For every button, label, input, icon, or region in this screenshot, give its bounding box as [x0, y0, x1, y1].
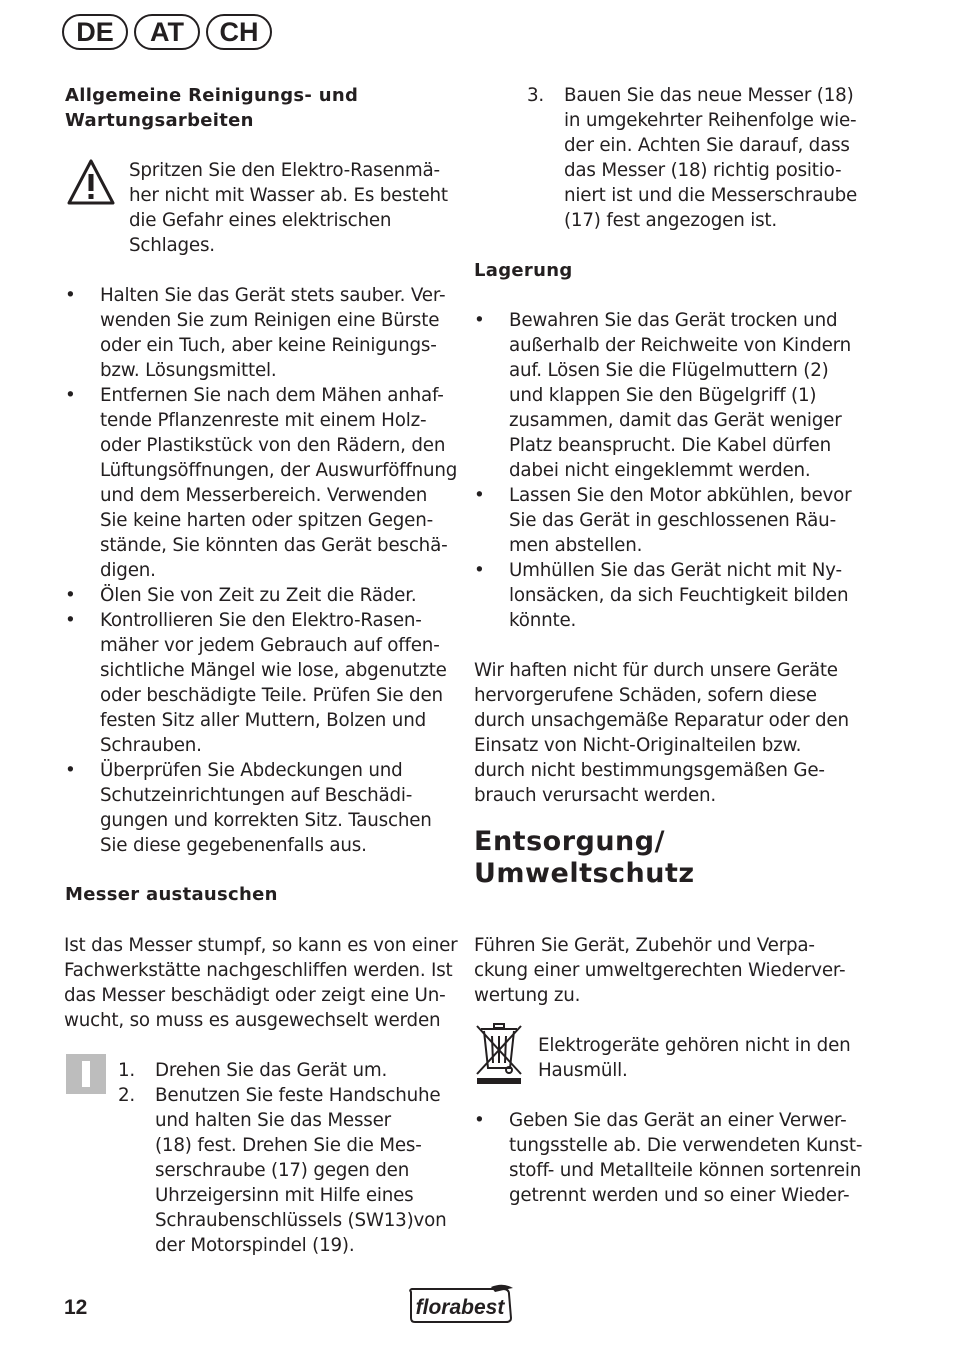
blade-paragraph: Ist das Messer stumpf, so kann es von einer Fachwerkstätte nachgeschliffen werden. Ist das Messer beschädigt oder zeigt eine Un- wucht, so muss es ausgewechselt werden [64, 935, 458, 1031]
list-item: • Kontrollieren Sie den Elektro-Rasen- mäher vor jedem Gebrauch auf offen- sichtliche Mängel wie lose, abgenutzte oder beschädigte Teile. Prüfen Sie den festen Sitz aller Muttern, Bolzen und Schrauben. [65, 610, 447, 756]
cleaning-bullet-list [65, 283, 460, 858]
liability-paragraph: Wir haften nicht für durch unsere Geräte hervorgerufene Schäden, sofern diese durch unsachgemäße Reparatur oder den Einsatz von Nicht-Originalteilen bzw. durch nicht bestimmungsgemäßen Ge- brauch verursacht werden. [474, 660, 849, 806]
list-item: • Überprüfen Sie Abdeckungen und Schutzeinrichtungen auf Beschädi- gungen und korrekten Sitz. Tauschen Sie diese gegebenenfalls aus. [65, 760, 432, 856]
list-item: 3. Bauen Sie das neue Messer (18) in umgekehrter Reihenfolge wie- der ein. Achten Sie darauf, dass das Messer (18) richtig positio- niert ist und die Messerschraube (17) fest angezogen ist. [527, 85, 858, 231]
language-badge-ch: CH [206, 14, 272, 50]
disposal-paragraph: Führen Sie Gerät, Zubehör und Verpa- ckung einer umweltgerechten Wiederver- wertung zu. [474, 935, 846, 1006]
list-item: • Halten Sie das Gerät stets sauber. Ver- wenden Sie zum Reinigen eine Bürste oder ein Tuch, aber keine Reinigungs- bzw. Lösungsmittel. [65, 285, 446, 381]
list-item: • Ölen Sie von Zeit zu Zeit die Räder. [65, 585, 417, 606]
florabest-logo [405, 1284, 517, 1326]
list-item: 1. Drehen Sie das Gerät um. [118, 1060, 388, 1081]
warning-text: Spritzen Sie den Elektro-Rasenmä- her nicht mit Wasser ab. Es besteht die Gefahr eines elektrischen Schlages. [129, 160, 448, 256]
storage-bullet-list [474, 308, 874, 633]
section-heading-storage: Lagerung [474, 260, 573, 281]
section-heading-blade: Messer austauschen [65, 884, 278, 905]
info-icon [66, 1054, 106, 1094]
list-item: • Geben Sie das Gerät an einer Verwer- tungsstelle ab. Die verwendeten Kunst- stoff- und Metallteile können sortenrein getrennt werden und so einer Wieder- [474, 1110, 863, 1206]
language-badges [62, 14, 272, 50]
list-item: • Entfernen Sie nach dem Mähen anhaf- tende Pflanzenreste mit einem Holz- oder Plastikstück von den Rädern, den Lüftungsöffnungen, der Auswurföffnung und dem Messerbereich. Verwenden Sie keine harten oder spitzen Gegen- stände, Sie könnten das Gerät beschä- digen. [65, 385, 458, 581]
section-heading-cleaning: Allgemeine Reinigungs- und Wartungsarbeiten [65, 85, 359, 131]
list-item: • Bewahren Sie das Gerät trocken und außerhalb der Reichweite von Kindern auf. Lösen Sie die Flügelmuttern (2) und klappen Sie den Bügelgriff (1) zusammen, damit das Gerät weniger Platz beansprucht. Die Kabel dürfen dabei nicht eingeklemmt werden. [474, 310, 852, 481]
language-badge-at: AT [134, 14, 200, 50]
section-heading-disposal: Entsorgung/ Umweltschutz [474, 826, 695, 889]
list-item: 2. Benutzen Sie feste Handschuhe und halten Sie das Messer (18) fest. Drehen Sie die Mes- serschraube (17) gegen den Uhrzeigersinn mit Hilfe eines Schraubenschlüssels (SW13)von der Motorspindel (19). [118, 1085, 447, 1256]
weee-bin-icon [473, 1022, 525, 1086]
list-item: • Lassen Sie den Motor abkühlen, bevor Sie das Gerät in geschlossenen Räu- men abstellen. [474, 485, 852, 556]
list-item: • Umhüllen Sie das Gerät nicht mit Ny- lonsäcken, da sich Feuchtigkeit bilden könnte. [474, 560, 849, 631]
warning-triangle-icon [66, 158, 116, 206]
blade-steps-list-continued [527, 83, 867, 233]
weee-text: Elektrogeräte gehören nicht in den Hausmüll. [538, 1035, 851, 1081]
page-number: 12 [64, 1296, 88, 1319]
blade-steps-list [118, 1058, 458, 1258]
disposal-bullet-list [474, 1108, 874, 1208]
language-badge-de: DE [62, 14, 128, 50]
svg-text:florabest: florabest [415, 1296, 505, 1319]
